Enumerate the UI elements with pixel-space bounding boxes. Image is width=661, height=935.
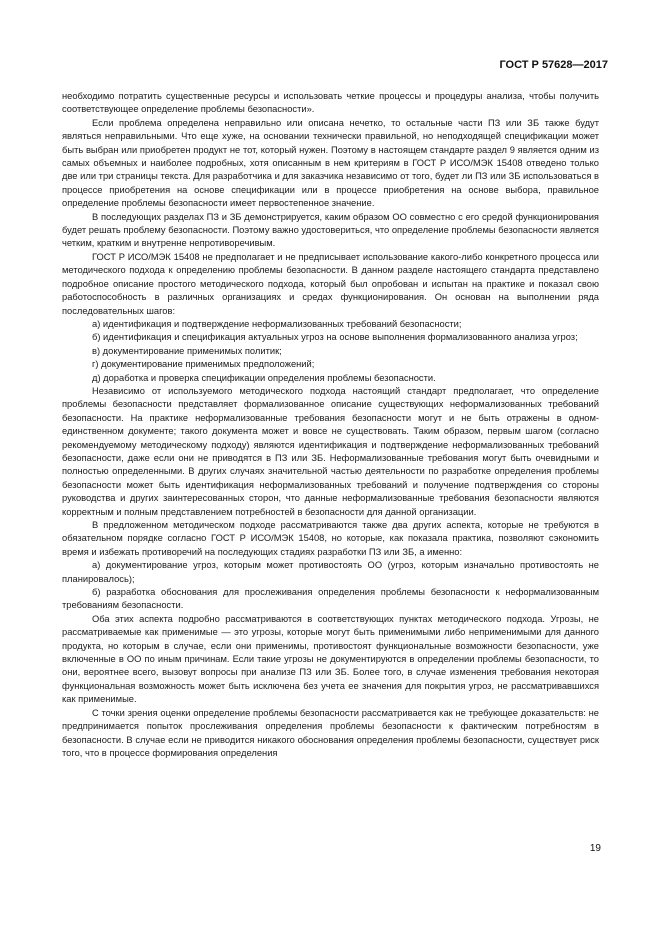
paragraph: г) документирование применимых предположений;	[92, 359, 315, 370]
paragraph: б) разработка обоснования для прослеживания определения проблемы безопасности к неформализованным требованиям безопасности.	[62, 587, 599, 611]
paragraph: д) доработка и проверка спецификации определения проблемы безопасности.	[92, 372, 436, 383]
page-number: 19	[589, 843, 601, 854]
paragraph: б) идентификация и спецификация актуальных угроз на основе выполнения формализованного анализа угроз;	[92, 332, 578, 343]
paragraph: В последующих разделах ПЗ и ЗБ демонстрируется, каким образом ОО совместно с его средой функционирования будет решать проблему безопасности. Поэтому важно удостовериться, что определение проблемы безопасности является четким, кратким и внутренне непротиворечивым.	[62, 211, 599, 249]
paragraph: необходимо потратить существенные ресурсы и использовать четкие процессы и процедуры анализа, чтобы получить соответствующее определение проблемы безопасности».	[62, 91, 599, 115]
paragraph: в) документирование применимых политик;	[92, 345, 282, 356]
paragraph: С точки зрения оценки определение проблемы безопасности рассматривается как не требующее доказательств: не предпринимается попыток прослеживания определения проблемы безопасности к фактическим потребностям в безопасности. В случае если не приводится никакого обоснования определения проблемы безопасности, существует риск того, что в процессе формирования определения	[62, 707, 599, 758]
paragraph: В предложенном методическом подходе рассматриваются также два других аспекта, которые не требуются в обязательном порядке согласно ГОСТ Р ИСО/МЭК 15408, но которые, как показала практика, позволяют сэкономить время и избежать противоречий на последующих стадиях разработки ПЗ или ЗБ, а именно:	[62, 520, 599, 557]
paragraph: а) идентификация и подтверждение неформализованных требований безопасности;	[92, 318, 462, 329]
paragraph: а) документирование угроз, которым может противостоять ОО (угроз, которым изначально противостоять не планировалось);	[62, 560, 599, 584]
paragraph: Независимо от используемого методического подхода настоящий стандарт предполагает, что определение проблемы безопасности представляет формализованное описание существующих неформализованных требований безопасности. На практике неформализованные требования безопасности могут и не быть отражены в одном-единственном документе; такого документа может и вовсе не существовать. Таким образом, первым шагом (согласно рекомендуемому методическому подходу) являются идентификация и подтверждение неформализованных требований безопасности, даже если они не приводятся в ПЗ или ЗБ. Неформализованные требования могут быть очевидными и полностью определенными. В других случаях значительной частью деятельности по разработке определения проблемы безопасности может быть идентификация неформализованных требований и получение подтверждения со стороны руководства и других заинтересованных сторон, что данные неформализованные требования безопасности являются корректным и полным представлением потребностей в безопасности для данной организации.	[62, 385, 599, 517]
paragraph: Если проблема определена неправильно или описана нечетко, то остальные части ПЗ или ЗБ также будут являться неправильными. Что еще хуже, на основании технически правильной, но неподходящей спецификации может быть выбран или приобретен продукт не тот, который нужен. Поэтому в настоящем стандарте раздел 9 является одним из самых объемных и наиболее подробных, хотя описанным в нем критериям в ГОСТ Р ИСО/МЭК 15408 отведено только две или три страницы текста. Для разработчика и для заказчика независимо от того, будет ли ПЗ или ЗБ использоваться в процессе приобретения на основе спецификации или в процессе приобретения на основе выбора, правильное определение проблемы безопасности имеет первостепенное значение.	[62, 117, 599, 209]
document-header: ГОСТ Р 57628—2017	[499, 59, 608, 71]
body-text	[62, 90, 599, 760]
paragraph: ГОСТ Р ИСО/МЭК 15408 не предполагает и не предписывает использование какого-либо конкретного процесса или методического подхода к определению проблемы безопасности. В данном разделе настоящего стандарта представлено подробное описание простого методического подхода, который был опробован и испытан на практике и показал свою работоспособность в различных организациях и средах функционирования. Он основан на выполнении ряда последовательных шагов:	[62, 251, 599, 316]
paragraph: Оба этих аспекта подробно рассматриваются в соответствующих пунктах методического подхода. Угрозы, не рассматриваемые как применимые — это угрозы, которые могут быть применимыми либо неприменимыми для данного продукта, но которым в случае, если они применимы, противостоят функциональные возможности безопасности, уже включенные в ОО по иным причинам. Если такие угрозы не документируются в определении проблемы безопасности, то они, вероятнее всего, вызовут вопросы при анализе ПЗ или ЗБ. Более того, в случае изменения требования некоторая функциональная возможность может быть исключена без учета ее значения для покрытия угроз, не рассматривавшихся как применимые.	[62, 613, 599, 705]
